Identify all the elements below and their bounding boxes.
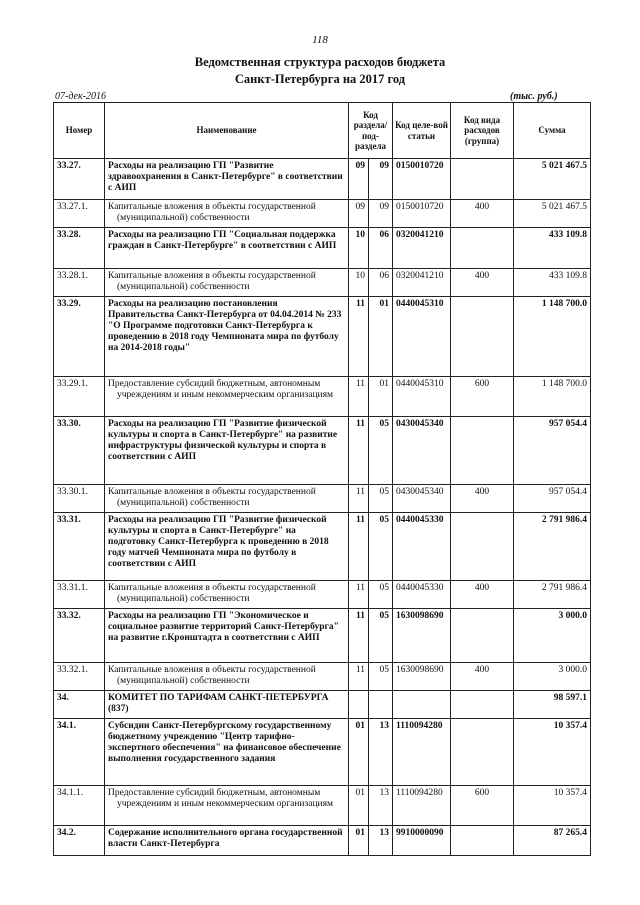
table-row	[54, 663, 591, 691]
row-number: 34.	[54, 691, 105, 719]
row-group	[451, 417, 514, 485]
row-sum: 2 791 986.4	[514, 581, 591, 609]
row-sum: 957 054.4	[514, 485, 591, 513]
row-article: 0440045330	[393, 581, 451, 609]
row-section: 11	[349, 609, 369, 663]
table-row	[54, 786, 591, 826]
row-name: Расходы на реализацию ГП "Развитие физической культуры и спорта в Санкт-Петербурге" на подготовку Санкт-Петербурга к проведению в 2018 году матчей Чемпионата мира по футболу в соответствии с АИП	[105, 513, 349, 581]
row-article: 9910000090	[393, 826, 451, 856]
table-row	[54, 513, 591, 581]
row-sum: 3 000.0	[514, 609, 591, 663]
row-name: Расходы на реализацию постановления Правительства Санкт-Петербурга от 04.04.2014 № 233 "О Программе подготовки Санкт-Петербурга к проведению в 2018 году Чемпионата мира по футболу на 2014-2018 годы"	[105, 297, 349, 377]
row-subsection: 01	[369, 297, 393, 377]
row-subsection: 06	[369, 228, 393, 269]
row-number: 33.29.1.	[54, 377, 105, 417]
row-section: 09	[349, 159, 369, 200]
row-group: 400	[451, 663, 514, 691]
row-group	[451, 826, 514, 856]
row-name: Капитальные вложения в объекты государственной (муниципальной) собственности	[105, 200, 349, 228]
row-name: Расходы на реализацию ГП "Развитие здравоохранения в Санкт-Петербурге" в соответствии с АИП	[105, 159, 349, 200]
row-subsection: 05	[369, 581, 393, 609]
row-section: 10	[349, 228, 369, 269]
row-number: 33.27.	[54, 159, 105, 200]
row-sum: 2 791 986.4	[514, 513, 591, 581]
row-number: 33.28.1.	[54, 269, 105, 297]
header-article: Код целе-вой статьи	[393, 103, 451, 159]
table-row	[54, 228, 591, 269]
row-sum: 433 109.8	[514, 228, 591, 269]
row-section: 11	[349, 377, 369, 417]
row-article: 0430045340	[393, 417, 451, 485]
row-number: 33.27.1.	[54, 200, 105, 228]
header-section: Код раздела/ под-раздела	[349, 103, 393, 159]
row-group	[451, 691, 514, 719]
header-number: Номер	[54, 103, 105, 159]
units-label: (тыс. руб.)	[510, 91, 558, 102]
row-article: 0440045330	[393, 513, 451, 581]
row-subsection: 05	[369, 609, 393, 663]
row-section: 11	[349, 513, 369, 581]
row-name: Субсидии Санкт-Петербургскому государственному бюджетному учреждению "Центр тарифно-экспертного обеспечения" на финансовое обеспечение выполнения государственного задания	[105, 719, 349, 786]
table-row	[54, 826, 591, 856]
row-section: 11	[349, 485, 369, 513]
row-article: 1630098690	[393, 663, 451, 691]
row-article: 1630098690	[393, 609, 451, 663]
row-subsection: 13	[369, 786, 393, 826]
row-number: 34.1.1.	[54, 786, 105, 826]
row-name: Расходы на реализацию ГП "Развитие физической культуры и спорта в Санкт-Петербурге" на развитие инфраструктуры физической культуры и спорта в соответствии с АИП	[105, 417, 349, 485]
header-group: Код вида расходов (группа)	[451, 103, 514, 159]
header-name: Наименование	[105, 103, 349, 159]
row-sum: 10 357.4	[514, 719, 591, 786]
table-row	[54, 200, 591, 228]
row-sum: 433 109.8	[514, 269, 591, 297]
row-sum: 3 000.0	[514, 663, 591, 691]
row-section: 11	[349, 417, 369, 485]
row-section: 11	[349, 663, 369, 691]
row-number: 33.32.	[54, 609, 105, 663]
row-sum: 1 148 700.0	[514, 377, 591, 417]
table-row	[54, 297, 591, 377]
row-group: 400	[451, 269, 514, 297]
row-sum: 957 054.4	[514, 417, 591, 485]
table-row	[54, 719, 591, 786]
row-name: Содержание исполнительного органа государственной власти Санкт-Петербурга	[105, 826, 349, 856]
row-group	[451, 513, 514, 581]
table-row	[54, 609, 591, 663]
row-article	[393, 691, 451, 719]
row-sum: 5 021 467.5	[514, 200, 591, 228]
row-subsection: 06	[369, 269, 393, 297]
row-number: 33.29.	[54, 297, 105, 377]
row-group: 400	[451, 200, 514, 228]
row-group	[451, 228, 514, 269]
table-row	[54, 691, 591, 719]
row-section: 01	[349, 719, 369, 786]
row-group	[451, 609, 514, 663]
row-article: 1110094280	[393, 786, 451, 826]
row-name: Капитальные вложения в объекты государственной (муниципальной) собственности	[105, 663, 349, 691]
row-group: 400	[451, 485, 514, 513]
row-section: 09	[349, 200, 369, 228]
row-subsection: 05	[369, 513, 393, 581]
row-subsection: 13	[369, 719, 393, 786]
header-sum: Сумма	[514, 103, 591, 159]
table-row	[54, 377, 591, 417]
page-number: 118	[312, 34, 328, 46]
row-article: 0440045310	[393, 377, 451, 417]
row-number: 33.28.	[54, 228, 105, 269]
row-number: 33.30.	[54, 417, 105, 485]
document-title	[0, 54, 640, 88]
table-row	[54, 159, 591, 200]
row-name: Предоставление субсидий бюджетным, автономным учреждениям и иным некоммерческим организациям	[105, 377, 349, 417]
title-line-2: Санкт-Петербурга на 2017 год	[234, 72, 406, 86]
table-row	[54, 581, 591, 609]
row-subsection: 05	[369, 485, 393, 513]
row-name: Предоставление субсидий бюджетным, автономным учреждениям и иным некоммерческим организациям	[105, 786, 349, 826]
row-group: 600	[451, 377, 514, 417]
row-section	[349, 691, 369, 719]
table-row	[54, 485, 591, 513]
table-row	[54, 269, 591, 297]
row-article: 1110094280	[393, 719, 451, 786]
row-article: 0440045310	[393, 297, 451, 377]
row-subsection: 09	[369, 159, 393, 200]
budget-table	[53, 102, 591, 856]
row-group: 600	[451, 786, 514, 826]
row-group	[451, 159, 514, 200]
row-article: 0430045340	[393, 485, 451, 513]
row-sum: 10 357.4	[514, 786, 591, 826]
row-article: 0150010720	[393, 159, 451, 200]
row-article: 0150010720	[393, 200, 451, 228]
table-body	[54, 159, 591, 856]
row-name: КОМИТЕТ ПО ТАРИФАМ САНКТ-ПЕТЕРБУРГА (837)	[105, 691, 349, 719]
row-group	[451, 297, 514, 377]
row-name: Капитальные вложения в объекты государственной (муниципальной) собственности	[105, 269, 349, 297]
row-number: 33.31.1.	[54, 581, 105, 609]
row-section: 10	[349, 269, 369, 297]
document-date: 07-дек-2016	[55, 91, 106, 102]
row-subsection: 05	[369, 663, 393, 691]
row-sum: 87 265.4	[514, 826, 591, 856]
row-article: 0320041210	[393, 269, 451, 297]
row-article: 0320041210	[393, 228, 451, 269]
row-name: Капитальные вложения в объекты государственной (муниципальной) собственности	[105, 581, 349, 609]
row-group: 400	[451, 581, 514, 609]
row-number: 33.31.	[54, 513, 105, 581]
row-sum: 98 597.1	[514, 691, 591, 719]
row-sum: 1 148 700.0	[514, 297, 591, 377]
row-subsection: 05	[369, 417, 393, 485]
row-group	[451, 719, 514, 786]
row-subsection	[369, 691, 393, 719]
row-subsection: 09	[369, 200, 393, 228]
table-row	[54, 417, 591, 485]
row-number: 34.2.	[54, 826, 105, 856]
row-section: 11	[349, 297, 369, 377]
row-section: 01	[349, 786, 369, 826]
row-name: Расходы на реализацию ГП "Экономическое и социальное развитие территорий Санкт-Петербурга" на развитие г.Кронштадта в соответствии с АИП	[105, 609, 349, 663]
table-header-row	[54, 103, 591, 159]
row-section: 01	[349, 826, 369, 856]
row-section: 11	[349, 581, 369, 609]
row-number: 34.1.	[54, 719, 105, 786]
row-subsection: 01	[369, 377, 393, 417]
row-name: Капитальные вложения в объекты государственной (муниципальной) собственности	[105, 485, 349, 513]
row-subsection: 13	[369, 826, 393, 856]
title-line-1: Ведомственная структура расходов бюджета	[194, 55, 446, 69]
row-number: 33.32.1.	[54, 663, 105, 691]
row-number: 33.30.1.	[54, 485, 105, 513]
row-sum: 5 021 467.5	[514, 159, 591, 200]
row-name: Расходы на реализацию ГП "Социальная поддержка граждан в Санкт-Петербурге" в соответствии с АИП	[105, 228, 349, 269]
